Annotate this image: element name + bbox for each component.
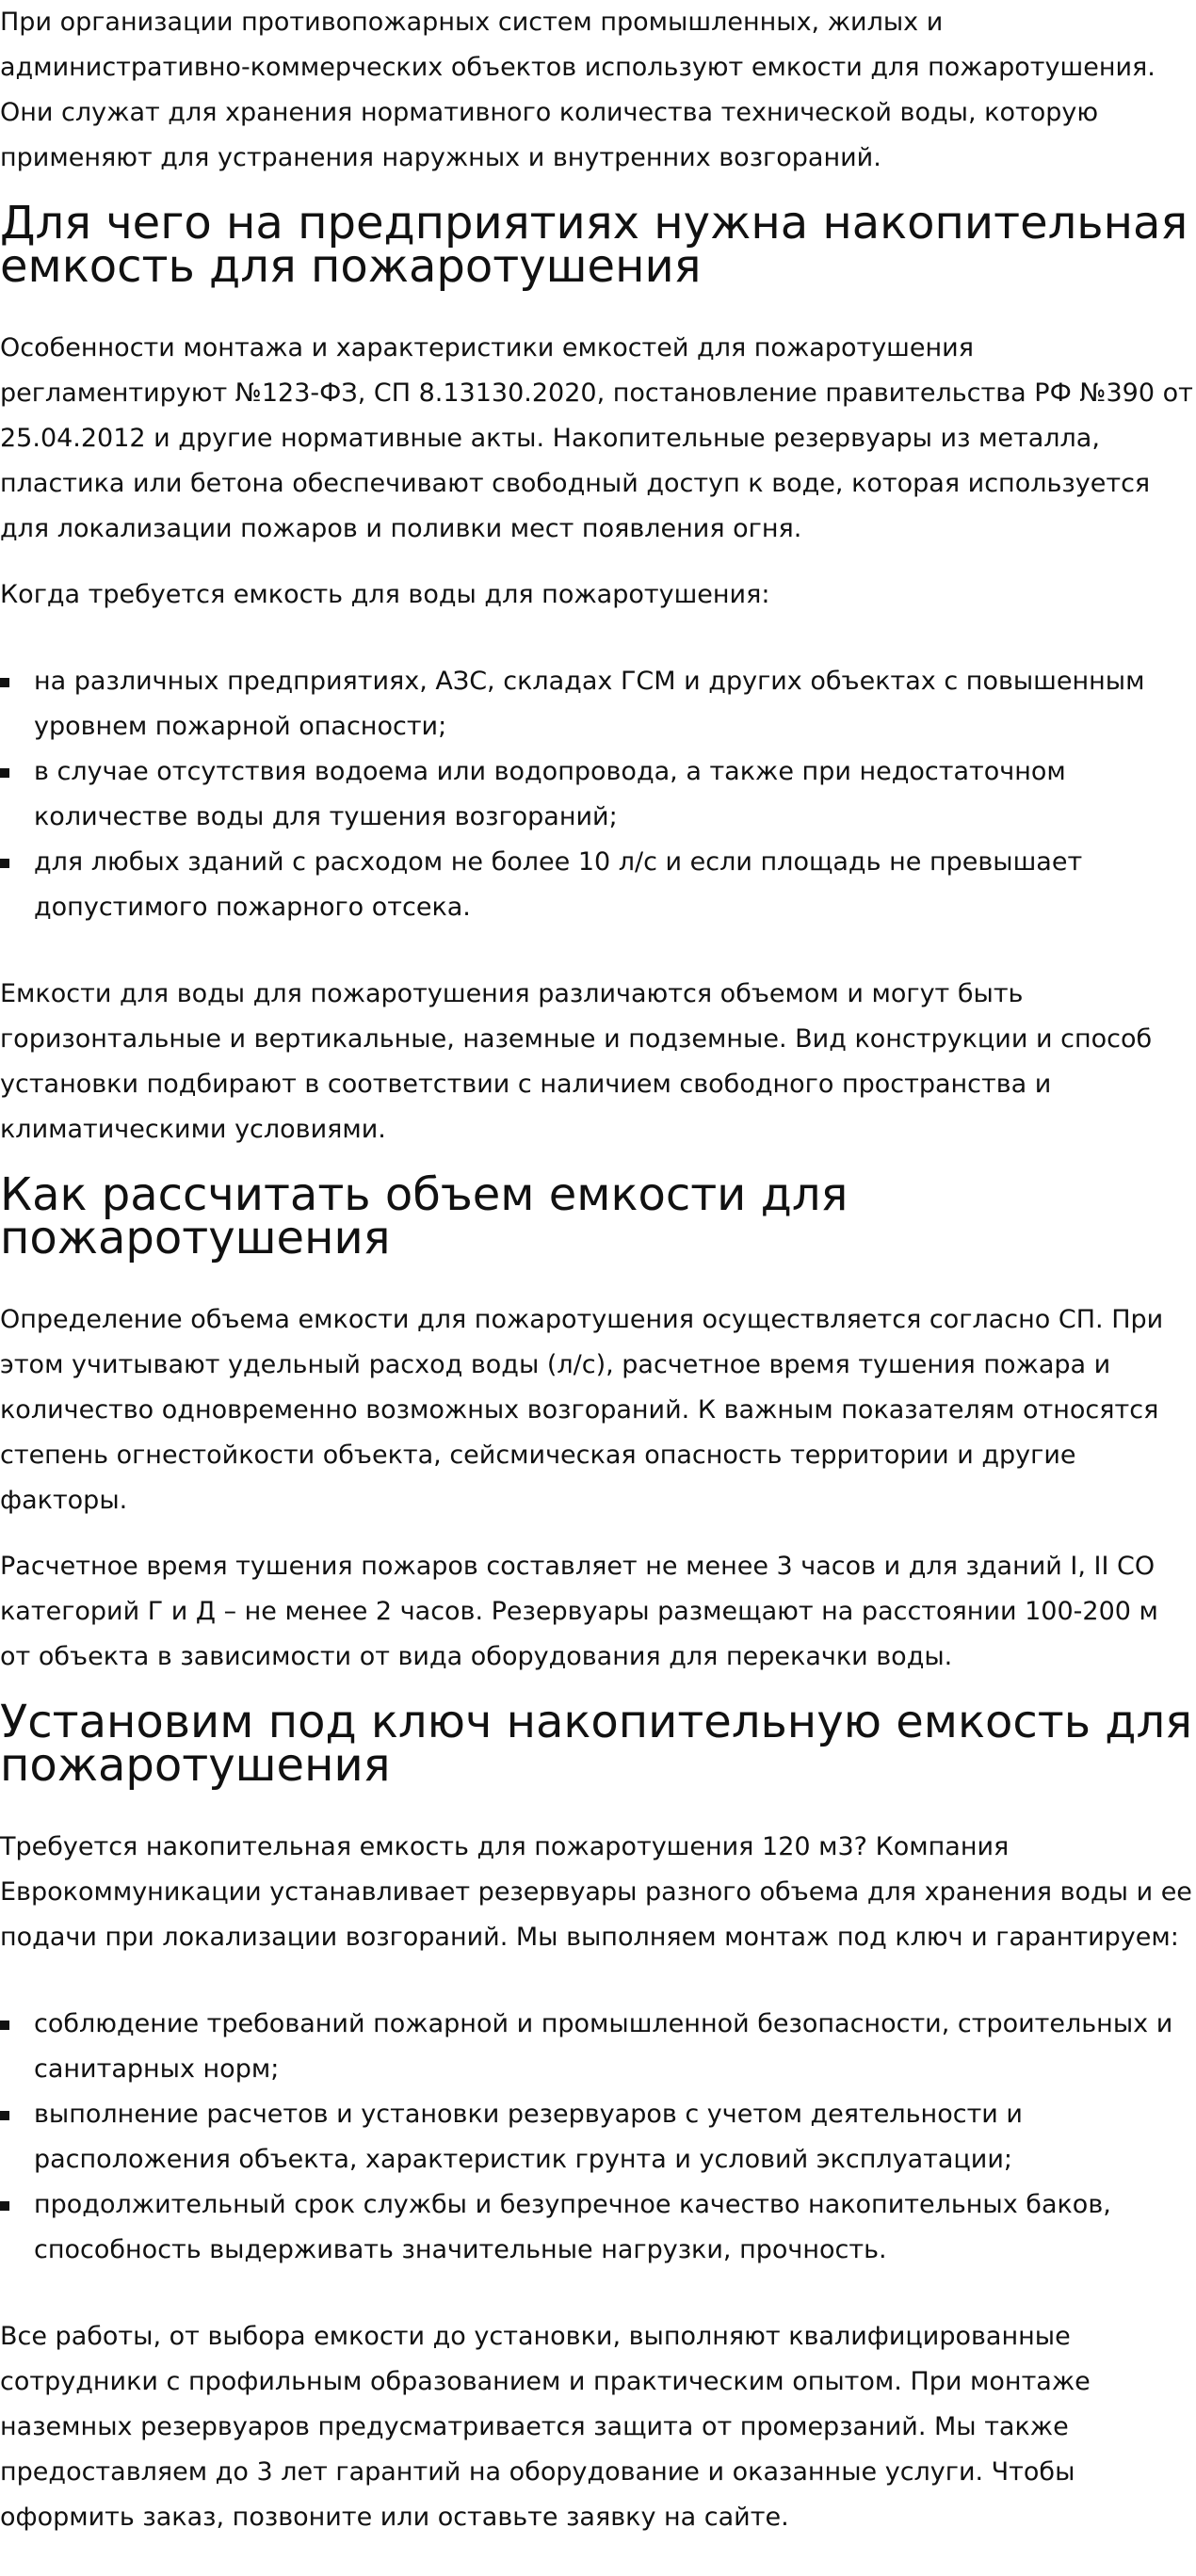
section-heading-volume: Как рассчитать объем емкости для пожаротушения	[0, 1168, 849, 1264]
list-item-text: на различных предприятиях, АЗС, складах ГСМ и других объектах с повышенным уровнем пожарной опасности;	[34, 667, 1145, 741]
closing-paragraph: Все работы, от выбора емкости до установки, выполняют квалифицированные сотрудники с профильным образованием и практическим опытом. При монтаже наземных резервуаров предусматривается защита от промерзаний. Мы также предоставляем до 3 лет гарантий на оборудование и оказанные услуги. Чтобы оформить заказ, позвоните или оставьте заявку на сайте.	[0, 2322, 1091, 2532]
list-item-text: продолжительный срок службы и безупречное качество накопительных баков, способность выдерживать значительные нагрузки, прочность.	[34, 2190, 1111, 2264]
list-item-text: соблюдение требований пожарной и промышленной безопасности, строительных и санитарных норм;	[34, 2009, 1173, 2084]
when-required-list	[0, 659, 1196, 930]
section-heading-purpose: Для чего на предприятиях нужна накопительная емкость для пожаротушения	[0, 197, 1188, 293]
list-item-text: в случае отсутствия водоема или водопровода, а также при недостаточном количестве воды для тушения возгораний;	[34, 757, 1066, 831]
list-item	[0, 840, 1196, 930]
bullet-icon	[0, 768, 9, 778]
list-item-text: выполнение расчетов и установки резервуаров с учетом деятельности и расположения объекта, характеристик грунта и условий эксплуатации;	[34, 2100, 1023, 2174]
extinguishing-time-paragraph: Расчетное время тушения пожаров составляет не менее 3 часов и для зданий I, II СО категорий Г и Д – не менее 2 часов. Резервуары размещают на расстоянии 100-200 м от объекта в зависимости от вида оборудования для перекачки воды.	[0, 1552, 1158, 1671]
list-item	[0, 2092, 1196, 2182]
tank-types-paragraph: Емкости для воды для пожаротушения различаются объемом и могут быть горизонтальные и вертикальные, наземные и подземные. Вид конструкции и способ установки подбирают в соответствии с наличием свободного пространства и климатическими условиями.	[0, 979, 1153, 1144]
intro-paragraph: При организации противопожарных систем промышленных, жилых и административно-коммерческих объектов используют емкости для пожаротушения. Они служат для хранения нормативного количества технической воды, которую применяют для устранения наружных и внутренних возгораний.	[0, 8, 1156, 172]
list-item	[0, 2002, 1196, 2092]
section-heading-turnkey: Установим под ключ накопительную емкость для пожаротушения	[0, 1696, 1192, 1792]
volume-calc-paragraph: Определение объема емкости для пожаротушения осуществляется согласно СП. При этом учитывают удельный расход воды (л/с), расчетное время тушения пожара и количество одновременно возможных возгораний. К важным показателям относятся степень огнестойкости объекта, сейсмическая опасность территории и другие факторы.	[0, 1305, 1164, 1515]
list-item	[0, 2182, 1196, 2273]
bullet-icon	[0, 678, 9, 687]
when-required-paragraph: Когда требуется емкость для воды для пожаротушения:	[0, 580, 770, 609]
list-item	[0, 749, 1196, 840]
list-item	[0, 659, 1196, 749]
bullet-icon	[0, 859, 9, 868]
bullet-icon	[0, 2201, 9, 2211]
regulations-paragraph: Особенности монтажа и характеристики емкостей для пожаротушения регламентируют №123-ФЗ, СП 8.13130.2020, постановление правительства РФ №390 от 25.04.2012 и другие нормативные акты. Накопительные резервуары из металла, пластика или бетона обеспечивают свободный доступ к воде, которая используется для локализации пожаров и поливки мест появления огня.	[0, 333, 1193, 543]
guarantees-list	[0, 2002, 1196, 2273]
bullet-icon	[0, 2021, 9, 2030]
turnkey-paragraph: Требуется накопительная емкость для пожаротушения 120 м3? Компания Еврокоммуникации устанавливает резервуары разного объема для хранения воды и ее подачи при локализации возгораний. Мы выполняем монтаж под ключ и гарантируем:	[0, 1832, 1192, 1952]
bullet-icon	[0, 2111, 9, 2120]
list-item-text: для любых зданий с расходом не более 10 л/с и если площадь не превышает допустимого пожарного отсека.	[34, 847, 1083, 922]
